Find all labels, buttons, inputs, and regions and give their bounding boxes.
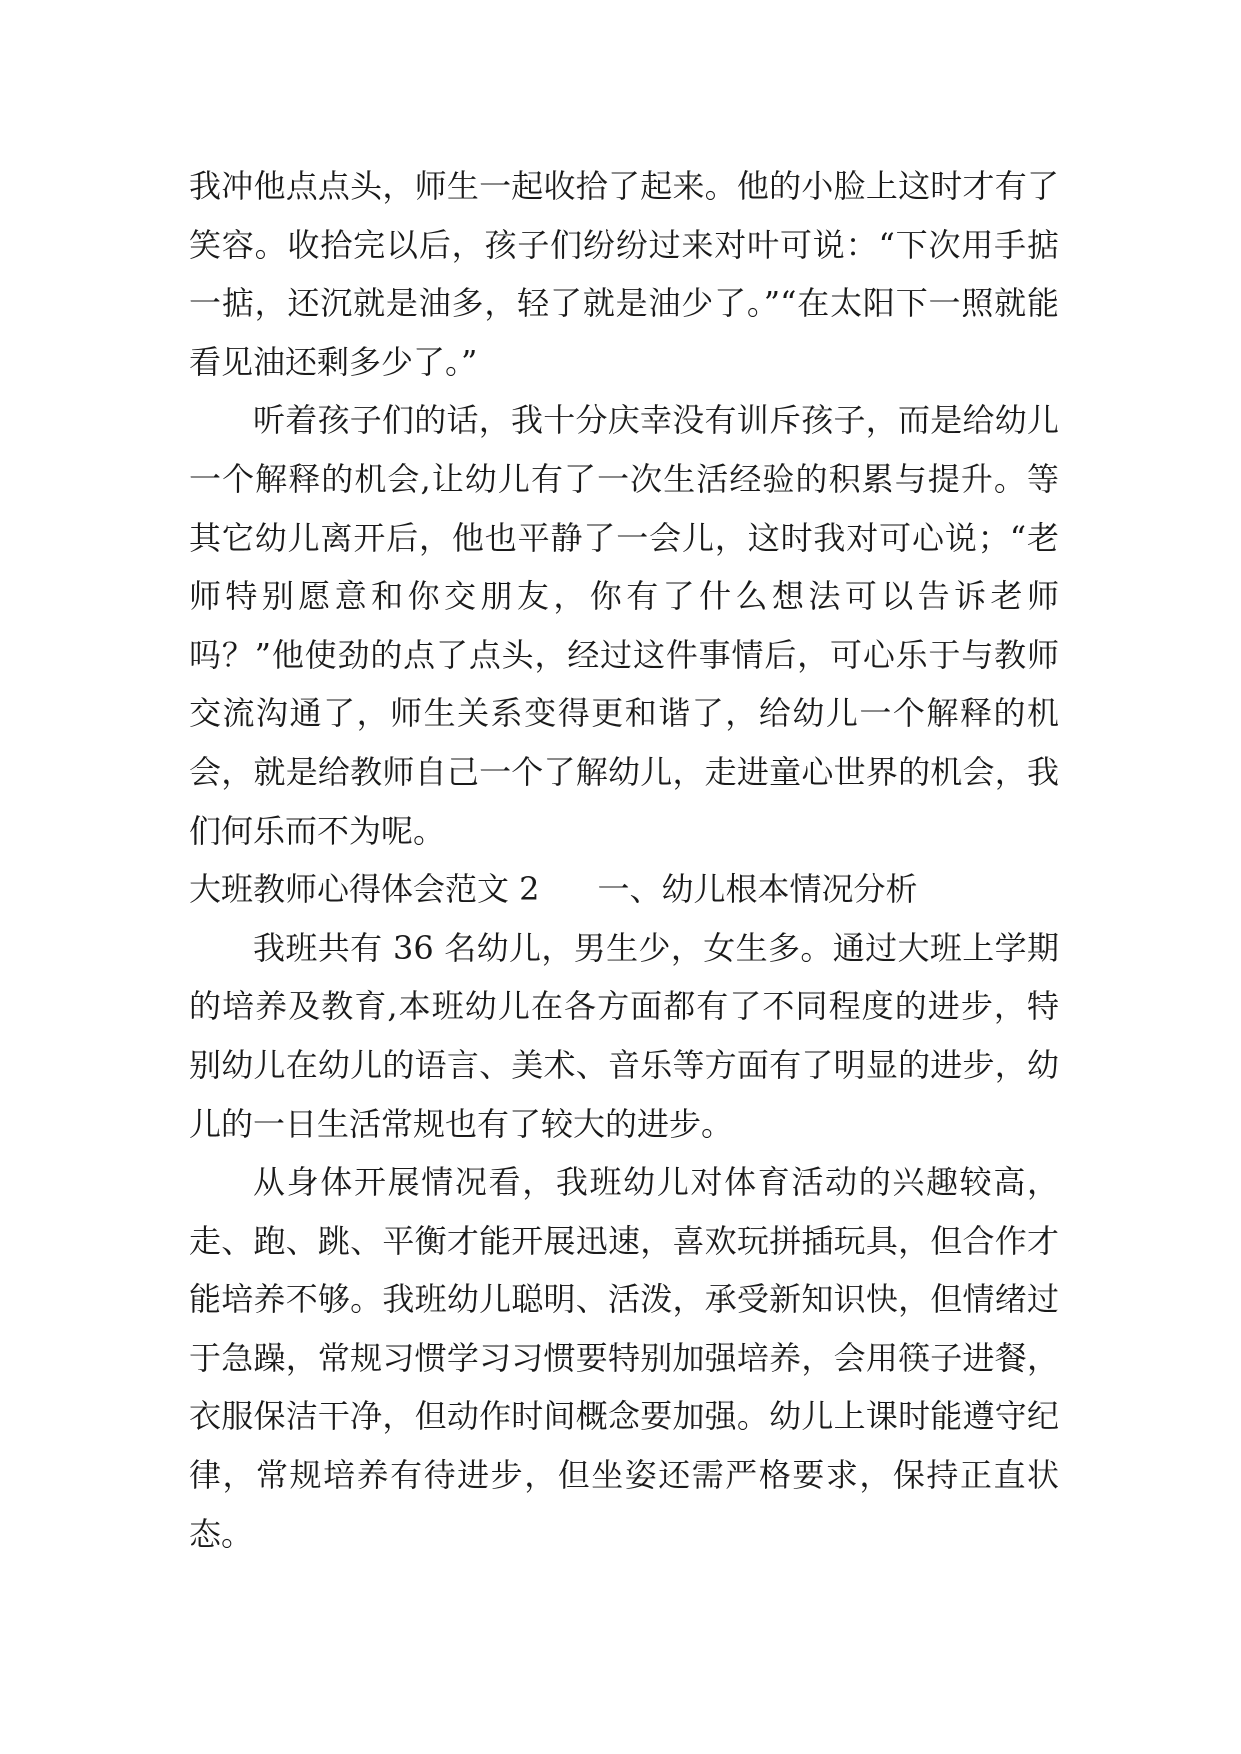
paragraph-1: 我冲他点点头，师生一起收拾了起来。他的小脸上这时才有了笑容。收拾完以后，孩子们纷纷过来对叶可说：“下次用手掂一掂，还沉就是油多，轻了就是油少了。”“在太阳下一照就能看见油还剩多少了。”	[189, 167, 1059, 381]
paragraph-4: 从身体开展情况看，我班幼儿对体育活动的兴趣较高，走、跑、跳、平衡才能开展迅速，喜欢玩拼插玩具，但合作才能培养不够。我班幼儿聪明、活泼，承受新知识快，但情绪过于急躁，常规习惯学习习惯要特别加强培养，会用筷子进餐，衣服保洁干净，但动作时间概念要加强。幼儿上课时能遵守纪律，常规培养有待进步，但坐姿还需严格要求，保持正直状态。	[189, 1163, 1059, 1553]
section-subtitle: 一、幼儿根本情况分析	[597, 870, 918, 909]
paragraph-2: 听着孩子们的话，我十分庆幸没有训斥孩子，而是给幼儿一个解释的机会,让幼儿有了一次生活经验的积累与提升。等其它幼儿离开后，他也平静了一会儿，这时我对可心说；“老师特别愿意和你交朋友，你有了什么想法可以告诉老师吗？”他使劲的点了点头，经过这件事情后，可心乐于与教师交流沟通了，师生关系变得更和谐了，给幼儿一个解释的机会，就是给教师自己一个了解幼儿，走进童心世界的机会，我们何乐而不为呢。	[189, 401, 1059, 850]
section-heading-line	[189, 860, 1059, 919]
paragraph-3: 我班共有 36 名幼儿，男生少，女生多。通过大班上学期的培养及教育,本班幼儿在各方面都有了不同程度的进步，特别幼儿在幼儿的语言、美术、音乐等方面有了明显的进步，幼儿的一日生活常规也有了较大的进步。	[189, 928, 1059, 1143]
section-title: 大班教师心得体会范文 2	[189, 870, 540, 909]
document-body	[189, 157, 1059, 1563]
